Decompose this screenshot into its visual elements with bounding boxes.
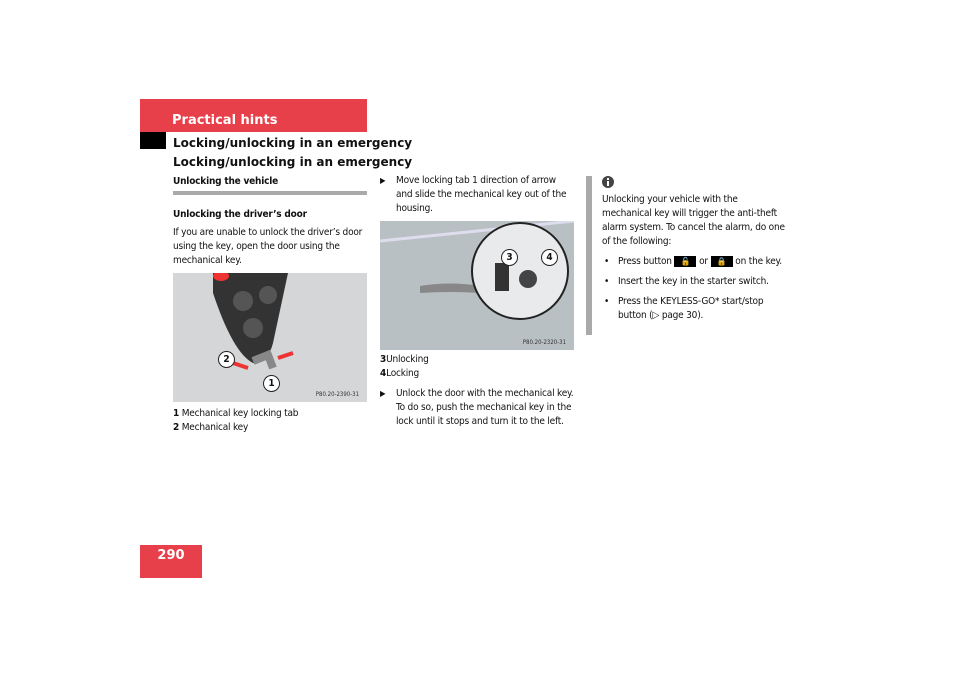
section-header — [140, 99, 367, 132]
callout-2: 2 — [218, 351, 235, 368]
lock-icon: 🔒 — [711, 256, 733, 267]
chapter-title: Locking/unlocking in an emergency — [173, 136, 413, 150]
step-text: ▶ Move locking tab 1 direction of arrow and slide the mechanical key out of the housing. — [380, 174, 574, 216]
black-marker — [140, 132, 166, 149]
note-text: Unlocking your vehicle with the mechanical key will trigger the anti-theft alarm system. To cancel the alarm, do one of the following: — [602, 194, 785, 247]
step-text: ▶ Unlock the door with the mechanical key. To do so, push the mechanical key in the lock until it stops and turn it to the left. — [380, 387, 574, 429]
page-number: 290 — [140, 545, 202, 578]
section-heading: Unlocking the vehicle — [173, 175, 367, 195]
note-bar — [586, 176, 592, 335]
callout-3: 3 — [501, 249, 518, 266]
info-note — [602, 176, 787, 323]
image-code: P80.20-2390-31 — [315, 391, 359, 398]
section-title: Practical hints — [172, 113, 278, 128]
info-icon — [602, 176, 614, 188]
callout-1: 1 — [263, 375, 280, 392]
door-image — [380, 221, 574, 350]
legend-item: 2 Mechanical key — [173, 422, 249, 433]
callout-4: 4 — [541, 249, 558, 266]
legend-item: 4Locking — [380, 368, 420, 379]
intro-text: If you are unable to unlock the driver’s door using the key, open the door using the mechanical key. — [173, 227, 363, 266]
page-title: Locking/unlocking in an emergency — [173, 155, 413, 169]
image-code: P80.20-2320-31 — [522, 339, 566, 346]
legend-item: 3Unlocking — [380, 354, 429, 365]
column-2-rest — [380, 353, 574, 429]
key-image — [173, 273, 367, 402]
unlock-icon: 🔓 — [674, 256, 696, 267]
subheading: Unlocking the driver’s door — [173, 209, 307, 220]
note-bullet: • Press button 🔓 or 🔒 on the key. — [602, 255, 787, 269]
legend-1 — [173, 407, 367, 435]
column-2-step1 — [380, 174, 574, 216]
note-bullet: • Insert the key in the starter switch. — [602, 275, 787, 289]
legend-item: 1 Mechanical key locking tab — [173, 408, 299, 419]
column-1 — [173, 208, 367, 268]
door-illustration — [380, 221, 574, 350]
note-bullet: • Press the KEYLESS-GO* start/stop button (▷ page 30). — [602, 295, 787, 323]
